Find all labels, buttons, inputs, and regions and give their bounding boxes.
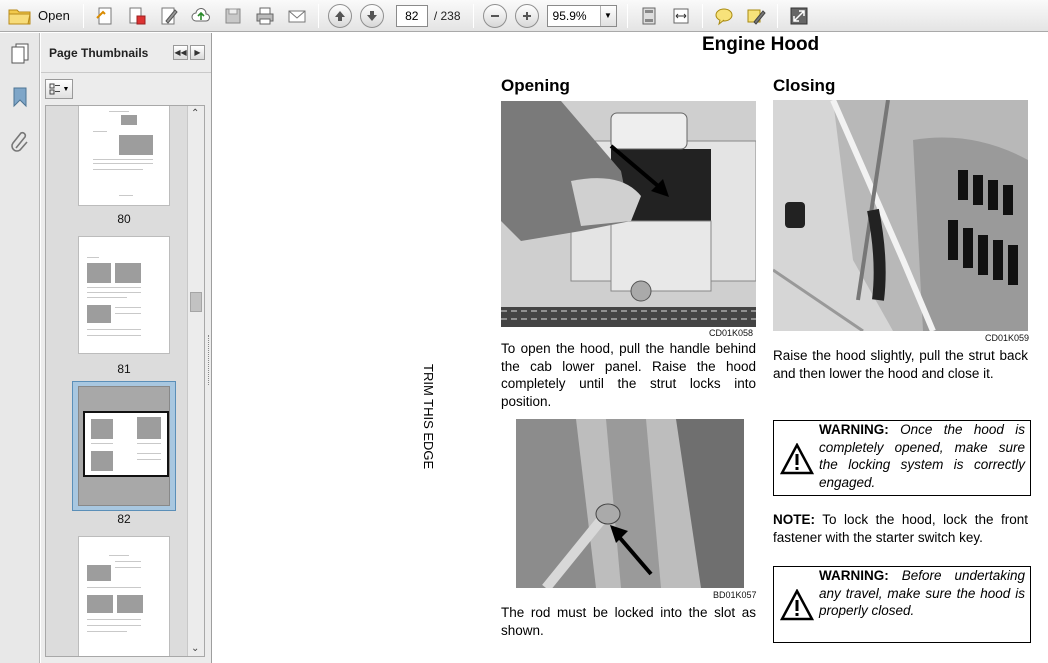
next-page-button[interactable]	[360, 4, 384, 28]
thumb-image	[87, 263, 111, 283]
thumb-text-line	[137, 443, 161, 444]
expand-icon	[789, 6, 809, 26]
warning-box	[773, 566, 1031, 643]
thumb-text-line	[109, 111, 129, 112]
scroll-down-icon[interactable]: ⌄	[191, 643, 200, 654]
thumb-image	[87, 565, 111, 581]
thumbnail-page-label: 80	[117, 212, 131, 226]
fit-page-icon	[639, 6, 659, 26]
thumb-image	[119, 135, 153, 155]
thumb-text-line	[93, 163, 153, 164]
warning-triangle-icon	[780, 589, 814, 621]
closing-photo-illustration	[773, 100, 1028, 331]
thumb-text-line	[115, 307, 141, 308]
panel-arrows	[173, 45, 205, 60]
thumb-text-line	[87, 292, 141, 293]
thumb-text-line	[109, 555, 129, 556]
arrow-down-icon	[365, 9, 379, 23]
pages-icon	[9, 42, 31, 64]
thumbnail-page-label: 81	[117, 362, 131, 376]
thumbnail-options-button[interactable]	[45, 79, 73, 99]
thumb-text-line	[87, 587, 141, 588]
attachments-toggle[interactable]	[8, 129, 32, 153]
envelope-icon	[287, 6, 307, 26]
print-button[interactable]	[251, 3, 279, 29]
thumb-text-line	[137, 453, 161, 454]
opening-heading: Opening	[501, 76, 570, 95]
highlight-pen-icon	[746, 6, 766, 26]
thumbnail-page-80[interactable]	[78, 105, 170, 206]
expand-panel-icon[interactable]: ▶	[190, 45, 205, 60]
warning-box	[773, 420, 1031, 496]
handle-photo-illustration	[501, 101, 756, 327]
thumb-text-line	[115, 561, 141, 562]
toolbar-separator	[473, 4, 474, 28]
minus-icon	[489, 10, 501, 22]
thumb-text-line	[87, 335, 141, 336]
warning-text: Before undertaking any travel, make sure the hood is properly closed.	[819, 568, 1025, 618]
strut-rod-photo	[516, 419, 744, 588]
collapse-panel-icon[interactable]: ◀◀	[173, 45, 188, 60]
closing-heading: Closing	[773, 76, 836, 95]
panel-title: Page Thumbnails	[49, 45, 149, 60]
photo-caption: CD01K059	[985, 333, 1030, 343]
save-disk-icon	[223, 6, 243, 26]
page-thumbnails-toggle[interactable]	[8, 41, 32, 65]
thumb-text-line	[87, 631, 127, 632]
thumb-image	[87, 305, 111, 323]
thumb-text-line	[87, 297, 127, 298]
page-title: Engine Hood	[702, 34, 820, 55]
bookmarks-toggle[interactable]	[8, 85, 32, 109]
cloud-upload-icon	[191, 6, 211, 26]
thumbnail-page-83[interactable]	[78, 536, 170, 657]
warning-text: Once the hood is completely opened, make sure the locking system is correctly engaged.	[819, 422, 1025, 490]
photo-caption: BD01K057	[713, 590, 757, 600]
upload-cloud-button[interactable]	[187, 3, 215, 29]
warning-text-container	[819, 567, 1025, 620]
fit-width-button[interactable]	[667, 3, 695, 29]
arrow-up-icon	[333, 9, 347, 23]
panel-header	[41, 33, 211, 73]
thumb-text-line	[87, 257, 99, 258]
thumb-text-line	[115, 313, 141, 314]
zoom-value: 95.9%	[552, 8, 587, 23]
chevron-down-icon: ▼	[62, 85, 70, 93]
navigation-strip	[0, 33, 40, 663]
note-paragraph	[773, 511, 1028, 546]
closing-paragraph: Raise the hood slightly, pull the strut back and then lower the hood and close it.	[773, 348, 1028, 381]
zoom-in-button[interactable]	[515, 4, 539, 28]
thumbnail-panel	[41, 33, 211, 663]
chevron-down-icon[interactable]: ▼	[600, 6, 616, 26]
thumb-image	[87, 595, 113, 613]
open-button[interactable]	[4, 3, 78, 29]
fit-width-icon	[671, 6, 691, 26]
thumb-text-line	[93, 159, 153, 160]
scroll-up-icon[interactable]: ⌃	[191, 108, 200, 119]
highlight-button[interactable]	[742, 3, 770, 29]
thumbnail-scrollbar[interactable]	[187, 106, 204, 656]
thumbnail-page-label: 82	[117, 512, 131, 526]
zoom-select[interactable]	[547, 5, 617, 27]
comment-bubble-icon	[714, 6, 734, 26]
full-screen-button[interactable]	[785, 3, 813, 29]
thumb-image	[137, 417, 161, 439]
warning-triangle-icon	[780, 443, 814, 475]
bookmark-icon	[11, 86, 29, 108]
thumbnail-page-81[interactable]	[78, 236, 170, 354]
previous-page-button[interactable]	[328, 4, 352, 28]
edit-pencil-icon	[159, 6, 179, 26]
thumb-image	[121, 115, 137, 125]
warning-text-container	[819, 421, 1025, 491]
open-label: Open	[38, 8, 70, 23]
warning-label: WARNING:	[819, 422, 889, 437]
comment-button[interactable]	[710, 3, 738, 29]
fit-page-button[interactable]	[635, 3, 663, 29]
thumbnail-list	[45, 105, 205, 657]
paperclip-icon	[10, 130, 30, 152]
export-pdf-button[interactable]	[123, 3, 151, 29]
toolbar-separator	[318, 4, 319, 28]
hood-handle-photo	[501, 101, 756, 327]
toolbar-separator	[702, 4, 703, 28]
thumb-image	[117, 595, 143, 613]
thumb-image	[115, 263, 141, 283]
toolbar-separator	[627, 4, 628, 28]
toolbar-separator	[777, 4, 778, 28]
scrollbar-thumb[interactable]	[190, 292, 202, 312]
thumb-text-line	[87, 287, 141, 288]
thumb-image	[91, 451, 113, 471]
rod-paragraph: The rod must be locked into the slot as shown.	[501, 605, 756, 638]
thumbnail-page-82[interactable]	[78, 386, 170, 506]
photo-caption: CD01K058	[709, 328, 754, 338]
thumb-image	[91, 419, 113, 439]
plus-icon	[521, 10, 533, 22]
thumb-text-line	[93, 169, 143, 170]
main-toolbar	[0, 0, 1048, 32]
thumb-text-line	[137, 459, 161, 460]
email-button[interactable]	[283, 3, 311, 29]
thumb-text-line	[87, 619, 141, 620]
note-label: NOTE:	[773, 512, 815, 527]
note-text: To lock the hood, lock the front fastener with the starter switch key.	[773, 512, 1028, 545]
thumb-text-line	[119, 195, 133, 196]
toolbar-separator	[83, 4, 84, 28]
edit-pdf-button[interactable]	[155, 3, 183, 29]
hood-closing-photo	[773, 100, 1028, 331]
page-total-label: / 238	[433, 8, 461, 23]
trim-edge-label: TRIM THIS EDGE	[421, 364, 436, 470]
export-pdf-icon	[127, 6, 147, 26]
save-button[interactable]	[219, 3, 247, 29]
create-pdf-icon	[95, 6, 115, 26]
thumb-text-line	[87, 625, 141, 626]
opening-paragraph: To open the hood, pull the handle behind the cab lower panel. Raise the hood completely until the strut locks into position.	[501, 341, 756, 409]
list-options-icon	[49, 83, 61, 95]
strut-photo-illustration	[516, 419, 744, 588]
zoom-out-button[interactable]	[483, 4, 507, 28]
visible-area-box[interactable]	[83, 411, 169, 477]
warning-label: WARNING:	[819, 568, 889, 583]
page-number-input[interactable]: 82	[396, 5, 428, 27]
folder-icon	[8, 6, 32, 26]
create-pdf-button[interactable]	[91, 3, 119, 29]
thumb-text-line	[87, 329, 141, 330]
thumb-text-line	[91, 443, 113, 444]
printer-icon	[255, 6, 275, 26]
thumb-text-line	[93, 131, 107, 132]
thumb-text-line	[115, 567, 141, 568]
